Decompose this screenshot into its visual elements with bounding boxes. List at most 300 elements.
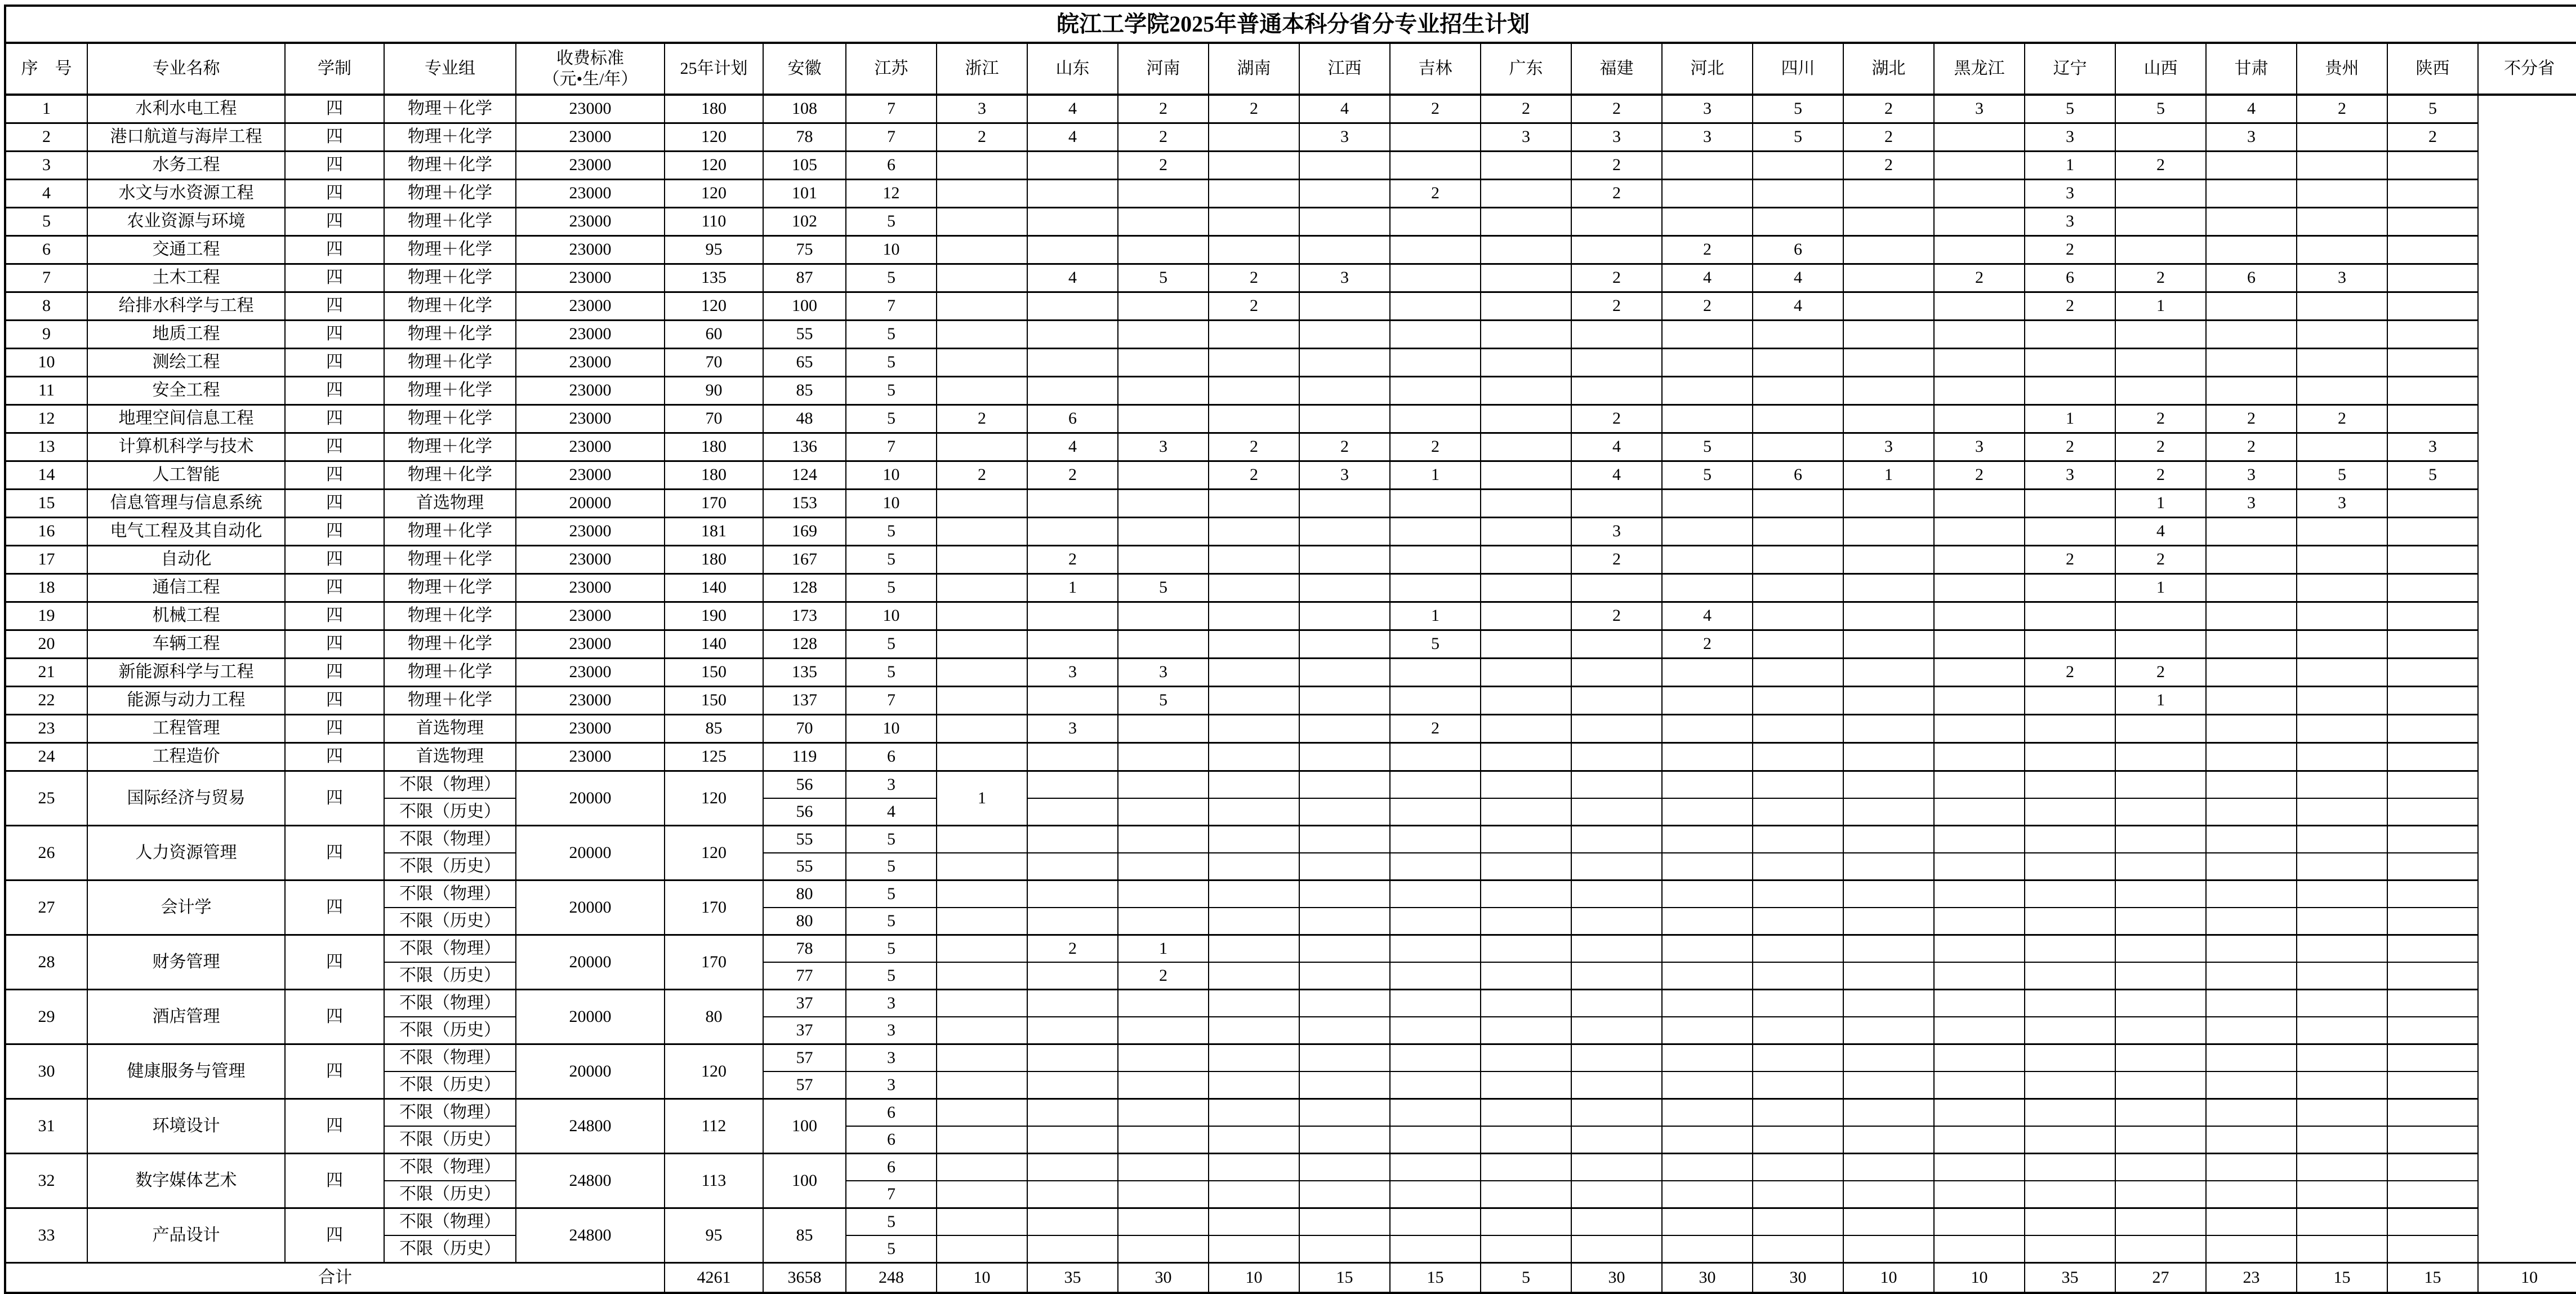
cell bbox=[2387, 602, 2478, 630]
cell-years: 四 bbox=[285, 771, 384, 826]
cell bbox=[1481, 433, 1571, 461]
cell bbox=[1027, 1181, 1118, 1208]
cell bbox=[2115, 1044, 2206, 1072]
cell bbox=[1843, 962, 1934, 990]
cell bbox=[1209, 630, 1299, 659]
cell bbox=[1934, 853, 2025, 881]
cell bbox=[1118, 990, 1209, 1017]
cell bbox=[2387, 962, 2478, 990]
cell: 2 bbox=[2387, 123, 2478, 152]
cell bbox=[937, 853, 1027, 881]
cell bbox=[1027, 236, 1118, 264]
cell bbox=[2025, 798, 2115, 826]
cell bbox=[1571, 771, 1662, 799]
cell-years: 四 bbox=[285, 546, 384, 574]
cell bbox=[1390, 518, 1481, 546]
cell bbox=[1571, 1071, 1662, 1099]
cell-fee: 23000 bbox=[516, 377, 665, 405]
cell-group: 不限（历史） bbox=[384, 908, 516, 935]
cell: 3 bbox=[1027, 659, 1118, 687]
cell bbox=[1118, 1154, 1209, 1181]
cell bbox=[2387, 1017, 2478, 1044]
cell-plan: 140 bbox=[665, 630, 763, 659]
cell-group: 不限（物理） bbox=[384, 935, 516, 963]
cell-fee: 23000 bbox=[516, 123, 665, 152]
cell: 2 bbox=[1027, 461, 1118, 490]
cell: 4 bbox=[1027, 433, 1118, 461]
total-cell: 35 bbox=[1027, 1263, 1118, 1293]
cell-seq: 11 bbox=[5, 377, 87, 405]
cell-seq: 29 bbox=[5, 990, 87, 1044]
cell-plan: 120 bbox=[665, 180, 763, 208]
cell-seq: 31 bbox=[5, 1099, 87, 1154]
cell bbox=[1299, 152, 1390, 180]
cell bbox=[1843, 853, 1934, 881]
cell bbox=[1753, 1154, 1843, 1181]
cell: 2 bbox=[1843, 123, 1934, 152]
cell bbox=[1843, 602, 1934, 630]
cell bbox=[2115, 1071, 2206, 1099]
cell bbox=[1662, 1235, 1753, 1263]
cell bbox=[2387, 321, 2478, 349]
cell: 3 bbox=[846, 990, 937, 1017]
table-row bbox=[5, 826, 2576, 853]
cell: 1 bbox=[2115, 490, 2206, 518]
cell bbox=[1843, 264, 1934, 292]
cell bbox=[1843, 349, 1934, 377]
cell bbox=[1027, 990, 1118, 1017]
cell: 5 bbox=[846, 208, 937, 236]
cell bbox=[2297, 687, 2387, 715]
col-header-province: 河南 bbox=[1118, 43, 1209, 95]
total-cell: 35 bbox=[2025, 1263, 2115, 1293]
cell bbox=[1481, 935, 1571, 963]
cell bbox=[2387, 236, 2478, 264]
cell bbox=[1118, 377, 1209, 405]
cell: 3 bbox=[1571, 518, 1662, 546]
cell: 2 bbox=[1934, 264, 2025, 292]
cell bbox=[1027, 349, 1118, 377]
cell-fee: 23000 bbox=[516, 743, 665, 771]
cell: 6 bbox=[846, 1099, 937, 1127]
cell: 57 bbox=[763, 1071, 846, 1099]
cell bbox=[1753, 743, 1843, 771]
cell bbox=[1299, 1099, 1390, 1127]
cell bbox=[1481, 321, 1571, 349]
cell bbox=[1209, 990, 1299, 1017]
cell-group: 物理＋化学 bbox=[384, 208, 516, 236]
cell bbox=[1753, 490, 1843, 518]
cell bbox=[1390, 687, 1481, 715]
cell bbox=[937, 490, 1027, 518]
cell: 7 bbox=[846, 123, 937, 152]
cell bbox=[1118, 1071, 1209, 1099]
cell bbox=[1481, 743, 1571, 771]
cell-years: 四 bbox=[285, 1099, 384, 1154]
cell bbox=[1209, 853, 1299, 881]
cell-fee: 23000 bbox=[516, 208, 665, 236]
cell bbox=[1934, 180, 2025, 208]
cell: 4 bbox=[1571, 461, 1662, 490]
cell: 2 bbox=[1571, 152, 1662, 180]
cell bbox=[1299, 518, 1390, 546]
cell bbox=[1481, 292, 1571, 321]
cell-seq: 3 bbox=[5, 152, 87, 180]
cell: 5 bbox=[1118, 687, 1209, 715]
cell-group: 物理＋化学 bbox=[384, 630, 516, 659]
cell-seq: 1 bbox=[5, 95, 87, 123]
cell bbox=[1027, 1235, 1118, 1263]
cell bbox=[1571, 208, 1662, 236]
cell: 70 bbox=[763, 715, 846, 743]
cell bbox=[2297, 349, 2387, 377]
cell-seq: 27 bbox=[5, 881, 87, 935]
cell bbox=[1934, 687, 2025, 715]
cell-major: 计算机科学与技术 bbox=[87, 433, 285, 461]
cell bbox=[1027, 853, 1118, 881]
cell-group: 物理＋化学 bbox=[384, 321, 516, 349]
cell bbox=[1209, 518, 1299, 546]
cell bbox=[1299, 935, 1390, 963]
cell bbox=[2206, 602, 2297, 630]
cell-group: 物理＋化学 bbox=[384, 687, 516, 715]
cell bbox=[1118, 292, 1209, 321]
total-cell: 30 bbox=[1753, 1263, 1843, 1293]
cell-major: 能源与动力工程 bbox=[87, 687, 285, 715]
cell bbox=[2206, 1235, 2297, 1263]
cell bbox=[937, 1208, 1027, 1236]
cell: 2 bbox=[2297, 405, 2387, 433]
cell-major: 人工智能 bbox=[87, 461, 285, 490]
cell: 108 bbox=[763, 95, 846, 123]
cell bbox=[1390, 349, 1481, 377]
cell bbox=[1481, 490, 1571, 518]
cell bbox=[2387, 659, 2478, 687]
cell-plan: 120 bbox=[665, 826, 763, 881]
cell bbox=[1118, 546, 1209, 574]
cell bbox=[2387, 1044, 2478, 1072]
cell: 3 bbox=[1118, 659, 1209, 687]
cell bbox=[2387, 853, 2478, 881]
cell-plan: 180 bbox=[665, 461, 763, 490]
cell bbox=[2206, 935, 2297, 963]
cell bbox=[1934, 1154, 2025, 1181]
cell bbox=[1571, 377, 1662, 405]
cell bbox=[1934, 546, 2025, 574]
cell-major: 地质工程 bbox=[87, 321, 285, 349]
cell bbox=[2025, 853, 2115, 881]
cell: 5 bbox=[846, 853, 937, 881]
cell: 6 bbox=[2025, 264, 2115, 292]
cell bbox=[2387, 1099, 2478, 1127]
cell-seq: 30 bbox=[5, 1044, 87, 1099]
cell: 37 bbox=[763, 990, 846, 1017]
cell bbox=[937, 180, 1027, 208]
cell bbox=[2115, 123, 2206, 152]
cell: 2 bbox=[1299, 433, 1390, 461]
cell: 100 bbox=[763, 1099, 846, 1154]
cell bbox=[1118, 461, 1209, 490]
cell-seq: 23 bbox=[5, 715, 87, 743]
cell bbox=[1027, 908, 1118, 935]
table-row bbox=[5, 461, 2576, 490]
cell bbox=[1209, 602, 1299, 630]
cell: 3 bbox=[2297, 490, 2387, 518]
cell bbox=[1390, 236, 1481, 264]
cell-years: 四 bbox=[285, 630, 384, 659]
cell-major: 工程造价 bbox=[87, 743, 285, 771]
cell bbox=[1209, 1235, 1299, 1263]
cell bbox=[2387, 349, 2478, 377]
cell bbox=[937, 321, 1027, 349]
cell bbox=[1843, 321, 1934, 349]
cell bbox=[2115, 321, 2206, 349]
cell bbox=[1753, 853, 1843, 881]
cell: 2 bbox=[1118, 123, 1209, 152]
cell bbox=[1481, 405, 1571, 433]
cell-fee: 23000 bbox=[516, 687, 665, 715]
cell-group: 首选物理 bbox=[384, 743, 516, 771]
cell: 3 bbox=[1571, 123, 1662, 152]
cell-plan: 60 bbox=[665, 321, 763, 349]
cell-plan: 150 bbox=[665, 659, 763, 687]
cell-group: 物理＋化学 bbox=[384, 123, 516, 152]
cell bbox=[1390, 490, 1481, 518]
cell: 1 bbox=[2025, 405, 2115, 433]
cell bbox=[1209, 490, 1299, 518]
cell bbox=[1390, 743, 1481, 771]
cell: 3 bbox=[2025, 208, 2115, 236]
cell-seq: 17 bbox=[5, 546, 87, 574]
cell: 2 bbox=[1843, 152, 1934, 180]
cell bbox=[1753, 1099, 1843, 1127]
cell-seq: 7 bbox=[5, 264, 87, 292]
cell bbox=[1571, 630, 1662, 659]
cell bbox=[937, 826, 1027, 853]
cell bbox=[1481, 1044, 1571, 1072]
cell-seq: 20 bbox=[5, 630, 87, 659]
cell bbox=[1662, 853, 1753, 881]
cell bbox=[1118, 518, 1209, 546]
cell bbox=[1753, 433, 1843, 461]
cell bbox=[1481, 1181, 1571, 1208]
cell-fee: 23000 bbox=[516, 95, 665, 123]
cell: 2 bbox=[1481, 95, 1571, 123]
cell: 3 bbox=[1118, 433, 1209, 461]
cell bbox=[1299, 208, 1390, 236]
cell bbox=[2115, 349, 2206, 377]
cell bbox=[1299, 377, 1390, 405]
cell bbox=[1662, 771, 1753, 799]
cell: 1 bbox=[1390, 602, 1481, 630]
cell: 37 bbox=[763, 1017, 846, 1044]
table-row bbox=[5, 715, 2576, 743]
cell bbox=[2025, 962, 2115, 990]
cell: 3 bbox=[1299, 461, 1390, 490]
cell-plan: 120 bbox=[665, 771, 763, 826]
cell bbox=[1027, 687, 1118, 715]
cell: 1 bbox=[1027, 574, 1118, 602]
cell bbox=[1753, 180, 1843, 208]
cell bbox=[1481, 715, 1571, 743]
cell bbox=[2297, 433, 2387, 461]
cell bbox=[1753, 1126, 1843, 1154]
cell-major: 国际经济与贸易 bbox=[87, 771, 285, 826]
cell bbox=[1027, 1071, 1118, 1099]
cell-years: 四 bbox=[285, 743, 384, 771]
fee-header-line2: （元•生/年） bbox=[542, 70, 638, 88]
table-row bbox=[5, 602, 2576, 630]
cell: 3 bbox=[1299, 264, 1390, 292]
cell bbox=[2387, 405, 2478, 433]
cell bbox=[1934, 405, 2025, 433]
cell-major: 酒店管理 bbox=[87, 990, 285, 1044]
col-header-province: 不分省 bbox=[2478, 43, 2576, 95]
cell bbox=[1843, 659, 1934, 687]
cell bbox=[2025, 1044, 2115, 1072]
col-header-province: 江苏 bbox=[846, 43, 937, 95]
cell-group: 物理＋化学 bbox=[384, 180, 516, 208]
cell bbox=[1299, 962, 1390, 990]
cell-fee: 23000 bbox=[516, 405, 665, 433]
cell-plan: 70 bbox=[665, 349, 763, 377]
cell bbox=[1843, 574, 1934, 602]
cell bbox=[2206, 1126, 2297, 1154]
cell bbox=[1571, 236, 1662, 264]
cell bbox=[1209, 321, 1299, 349]
cell-years: 四 bbox=[285, 321, 384, 349]
cell-major: 财务管理 bbox=[87, 935, 285, 990]
cell-group: 不限（历史） bbox=[384, 1181, 516, 1208]
col-header-fee bbox=[516, 43, 665, 95]
cell-plan: 190 bbox=[665, 602, 763, 630]
cell-years: 四 bbox=[285, 377, 384, 405]
cell bbox=[1571, 935, 1662, 963]
cell bbox=[2025, 908, 2115, 935]
cell bbox=[1934, 1126, 2025, 1154]
cell bbox=[1843, 1181, 1934, 1208]
cell bbox=[1027, 1126, 1118, 1154]
cell-group: 物理＋化学 bbox=[384, 152, 516, 180]
cell bbox=[937, 908, 1027, 935]
cell-major: 港口航道与海岸工程 bbox=[87, 123, 285, 152]
cell: 102 bbox=[763, 208, 846, 236]
cell: 10 bbox=[846, 490, 937, 518]
cell-major: 安全工程 bbox=[87, 377, 285, 405]
cell: 4 bbox=[1753, 264, 1843, 292]
cell-fee: 24800 bbox=[516, 1154, 665, 1208]
col-header-years: 学制 bbox=[285, 43, 384, 95]
cell-plan: 181 bbox=[665, 518, 763, 546]
cell bbox=[2115, 1126, 2206, 1154]
cell: 3 bbox=[2206, 123, 2297, 152]
cell bbox=[1571, 321, 1662, 349]
cell bbox=[1934, 152, 2025, 180]
table-row bbox=[5, 490, 2576, 518]
cell: 5 bbox=[846, 377, 937, 405]
cell: 7 bbox=[846, 1181, 937, 1208]
cell-group: 物理＋化学 bbox=[384, 95, 516, 123]
cell bbox=[1753, 715, 1843, 743]
cell bbox=[1209, 123, 1299, 152]
cell bbox=[1390, 881, 1481, 908]
cell-years: 四 bbox=[285, 461, 384, 490]
cell bbox=[1027, 798, 1118, 826]
cell bbox=[2206, 1181, 2297, 1208]
cell bbox=[2387, 990, 2478, 1017]
cell: 2 bbox=[1209, 264, 1299, 292]
cell bbox=[1299, 1126, 1390, 1154]
cell: 55 bbox=[763, 321, 846, 349]
cell-group: 不限（物理） bbox=[384, 1208, 516, 1236]
cell bbox=[1934, 826, 2025, 853]
cell bbox=[2206, 962, 2297, 990]
cell bbox=[1481, 236, 1571, 264]
cell bbox=[1390, 1126, 1481, 1154]
cell bbox=[2297, 236, 2387, 264]
cell bbox=[1481, 771, 1571, 799]
cell bbox=[1209, 208, 1299, 236]
cell bbox=[2206, 798, 2297, 826]
cell bbox=[1934, 574, 2025, 602]
cell: 6 bbox=[2206, 264, 2297, 292]
cell: 5 bbox=[2387, 461, 2478, 490]
cell: 2 bbox=[1571, 602, 1662, 630]
cell bbox=[937, 208, 1027, 236]
cell-seq: 24 bbox=[5, 743, 87, 771]
cell bbox=[1209, 715, 1299, 743]
cell-group: 不限（物理） bbox=[384, 826, 516, 853]
cell bbox=[1118, 236, 1209, 264]
cell: 137 bbox=[763, 687, 846, 715]
cell bbox=[2297, 826, 2387, 853]
cell bbox=[1481, 518, 1571, 546]
cell bbox=[1753, 152, 1843, 180]
cell bbox=[1843, 208, 1934, 236]
cell bbox=[2025, 1099, 2115, 1127]
cell bbox=[2387, 908, 2478, 935]
cell bbox=[1118, 908, 1209, 935]
cell bbox=[1027, 518, 1118, 546]
cell bbox=[1934, 1235, 2025, 1263]
cell-years: 四 bbox=[285, 95, 384, 123]
total-cell: 15 bbox=[1390, 1263, 1481, 1293]
cell bbox=[2297, 1154, 2387, 1181]
cell-plan: 120 bbox=[665, 152, 763, 180]
cell bbox=[1209, 881, 1299, 908]
cell-plan: 180 bbox=[665, 546, 763, 574]
cell-major: 电气工程及其自动化 bbox=[87, 518, 285, 546]
cell-seq: 21 bbox=[5, 659, 87, 687]
col-header-province: 福建 bbox=[1571, 43, 1662, 95]
cell bbox=[1209, 152, 1299, 180]
cell bbox=[1662, 349, 1753, 377]
cell: 5 bbox=[846, 518, 937, 546]
col-header-province: 吉林 bbox=[1390, 43, 1481, 95]
cell bbox=[1209, 1044, 1299, 1072]
cell-fee: 24800 bbox=[516, 1208, 665, 1263]
cell bbox=[2025, 1126, 2115, 1154]
cell: 5 bbox=[2387, 95, 2478, 123]
cell bbox=[2115, 1181, 2206, 1208]
cell-group: 不限（物理） bbox=[384, 1044, 516, 1072]
cell bbox=[1118, 853, 1209, 881]
cell-major: 水利水电工程 bbox=[87, 95, 285, 123]
cell bbox=[1662, 208, 1753, 236]
cell bbox=[1390, 292, 1481, 321]
cell bbox=[1481, 630, 1571, 659]
cell-major: 农业资源与环境 bbox=[87, 208, 285, 236]
